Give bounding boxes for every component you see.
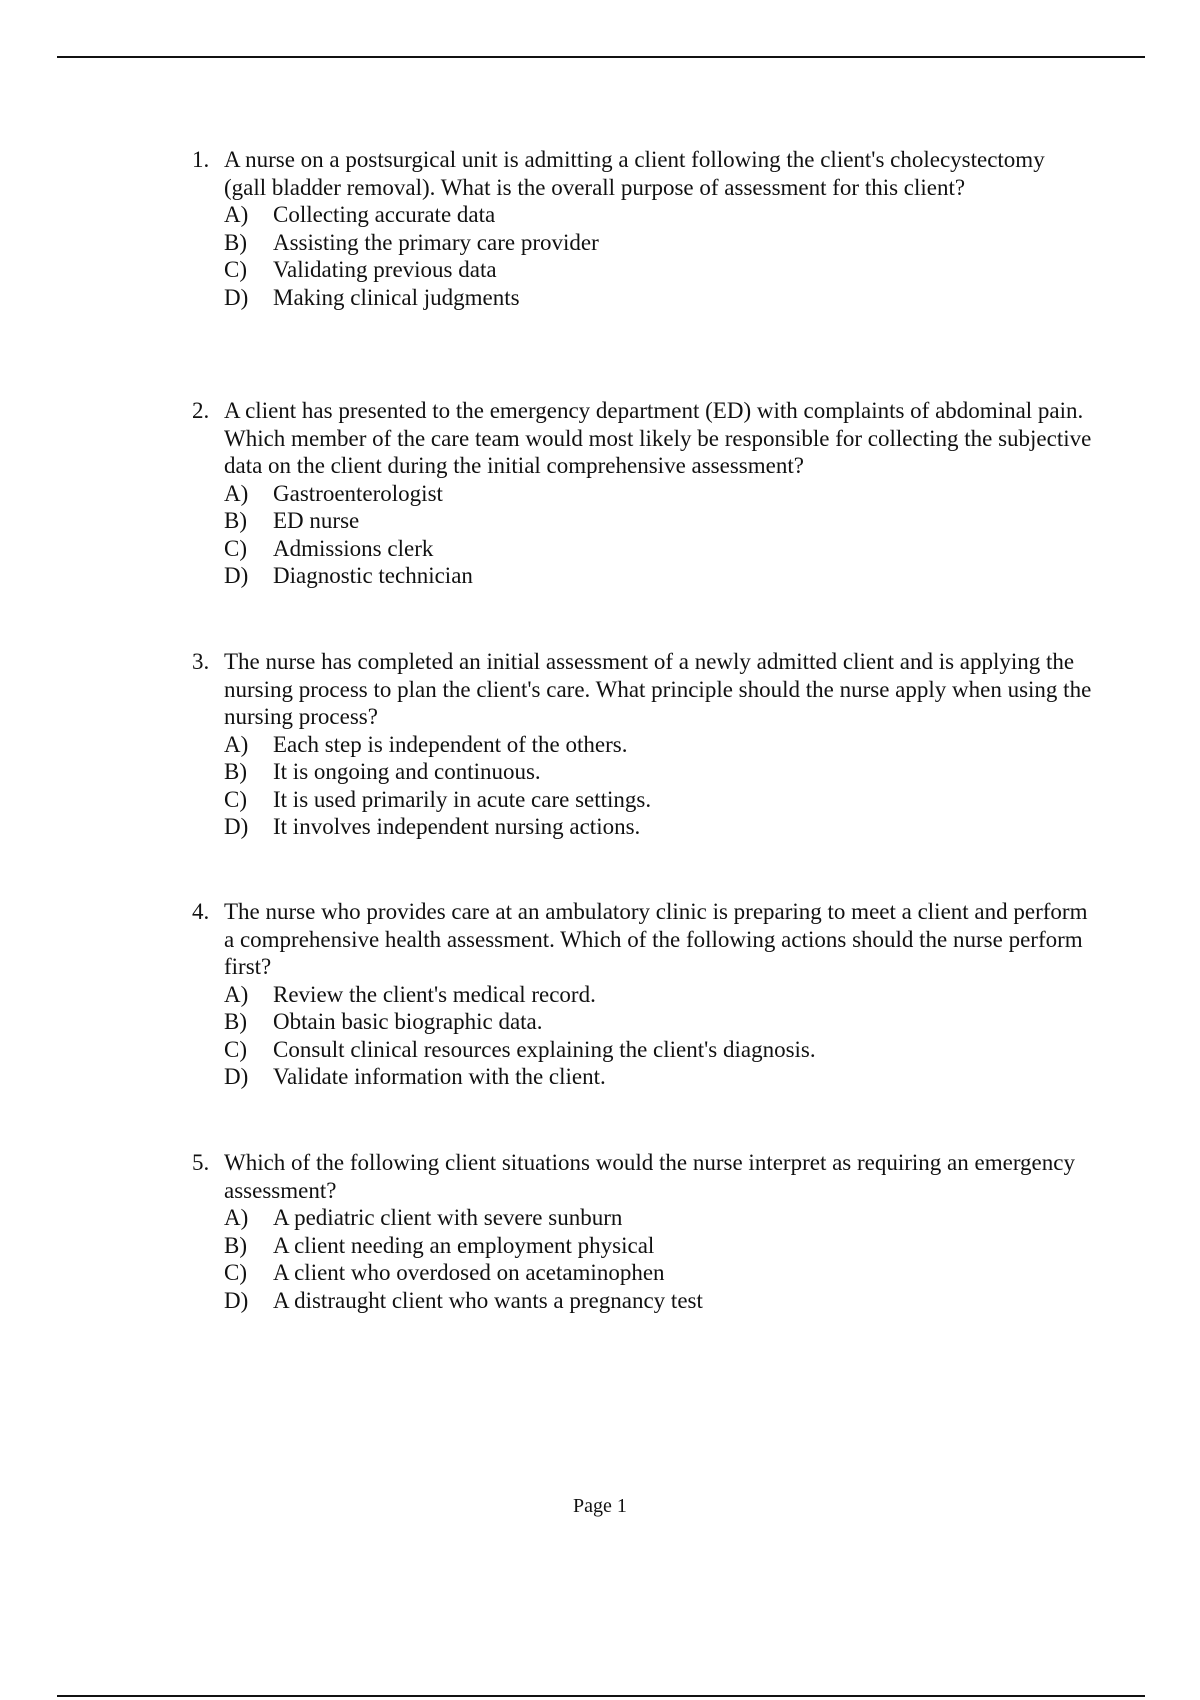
answer-option-b <box>224 1008 1092 1036</box>
option-text: It involves independent nursing actions. <box>273 814 641 839</box>
option-text: It is ongoing and continuous. <box>273 759 541 784</box>
answer-option-c <box>224 786 1092 814</box>
option-letter: C) <box>224 1260 247 1285</box>
answer-option-c <box>224 1036 1092 1064</box>
question-number: 3. <box>192 649 210 674</box>
question-2 <box>192 397 1092 590</box>
option-letter: A) <box>224 1205 249 1230</box>
option-text: Collecting accurate data <box>273 202 496 227</box>
question-text: The nurse has completed an initial assessment of a newly admitted client and is applying the nursing process to plan the client's care. What principle should the nurse apply when using the nursing process? <box>224 649 1092 729</box>
option-letter: B) <box>224 1009 247 1034</box>
question-text: A nurse on a postsurgical unit is admitting a client following the client's cholecystectomy (gall bladder removal). What is the overall purpose of assessment for this client? <box>224 147 1045 200</box>
option-text: Gastroenterologist <box>273 480 443 506</box>
option-text: It is used primarily in acute care settings. <box>273 786 652 812</box>
question-5 <box>192 1149 1092 1314</box>
option-letter: A) <box>224 731 249 757</box>
answer-options <box>192 201 1092 311</box>
option-letter: B) <box>224 759 247 784</box>
question-text: A client has presented to the emergency department (ED) with complaints of abdominal pain. Which member of the care team would most likely be responsible for collecting the subjective data on the client during the initial comprehensive assessment? <box>224 398 1092 478</box>
option-text: A pediatric client with severe sunburn <box>273 1205 623 1230</box>
question-text: Which of the following client situations would the nurse interpret as requiring an emergency assessment? <box>224 1150 1075 1203</box>
header-rule <box>57 56 1145 58</box>
option-letter: A) <box>224 202 249 227</box>
answer-option-b <box>224 1232 1092 1260</box>
option-text: Validating previous data <box>273 257 497 282</box>
option-text: A distraught client who wants a pregnancy test <box>273 1287 703 1313</box>
option-letter: C) <box>224 1036 247 1062</box>
question-3 <box>192 648 1092 841</box>
option-text: A client who overdosed on acetaminophen <box>273 1260 665 1285</box>
answer-option-c <box>224 1259 1092 1287</box>
option-letter: C) <box>224 535 247 561</box>
option-letter: A) <box>224 981 249 1007</box>
answer-option-b <box>224 507 1092 535</box>
answer-option-c <box>224 256 1092 284</box>
option-letter: D) <box>224 814 249 839</box>
page-number: Page 1 <box>573 1495 627 1517</box>
question-number: 5. <box>192 1150 210 1175</box>
answer-option-a <box>224 731 1092 759</box>
option-text: Making clinical judgments <box>273 284 520 310</box>
question-text: The nurse who provides care at an ambulatory clinic is preparing to meet a client and perform a comprehensive health assessment. Which of the following actions should the nurse perform first? <box>224 899 1088 979</box>
answer-option-a <box>224 1204 1092 1232</box>
option-letter: B) <box>224 1232 247 1258</box>
option-letter: D) <box>224 284 249 310</box>
option-text: Review the client's medical record. <box>273 981 596 1007</box>
option-text: ED nurse <box>273 508 360 533</box>
answer-options <box>192 1204 1092 1314</box>
option-letter: B) <box>224 229 247 255</box>
option-text: Admissions clerk <box>273 535 434 561</box>
option-letter: D) <box>224 1287 249 1313</box>
question-number: 4. <box>192 899 210 924</box>
option-letter: C) <box>224 786 247 812</box>
answer-option-d <box>224 284 1092 312</box>
option-text: Validate information with the client. <box>273 1064 606 1089</box>
answer-option-a <box>224 981 1092 1009</box>
question-4 <box>192 898 1092 1091</box>
option-text: Diagnostic technician <box>273 563 473 588</box>
answer-option-d <box>224 1287 1092 1315</box>
answer-option-a <box>224 201 1092 229</box>
option-text: Consult clinical resources explaining the client's diagnosis. <box>273 1036 816 1062</box>
option-letter: A) <box>224 480 249 506</box>
option-text: Each step is independent of the others. <box>273 731 628 757</box>
option-text: Assisting the primary care provider <box>273 229 599 255</box>
question-1 <box>192 146 1092 311</box>
answer-options <box>192 731 1092 841</box>
option-letter: C) <box>224 257 247 282</box>
option-letter: B) <box>224 508 247 533</box>
option-letter: D) <box>224 563 249 588</box>
question-number: 1. <box>192 147 210 172</box>
answer-option-d <box>224 1063 1092 1091</box>
answer-option-b <box>224 758 1092 786</box>
option-text: A client needing an employment physical <box>273 1232 655 1258</box>
answer-option-b <box>224 229 1092 257</box>
question-number: 2. <box>192 398 210 423</box>
answer-option-a <box>224 480 1092 508</box>
option-text: Obtain basic biographic data. <box>273 1009 543 1034</box>
answer-option-d <box>224 813 1092 841</box>
answer-options <box>192 981 1092 1091</box>
option-letter: D) <box>224 1064 249 1089</box>
footer-rule <box>57 1695 1145 1697</box>
answer-options <box>192 480 1092 590</box>
answer-option-d <box>224 562 1092 590</box>
answer-option-c <box>224 535 1092 563</box>
